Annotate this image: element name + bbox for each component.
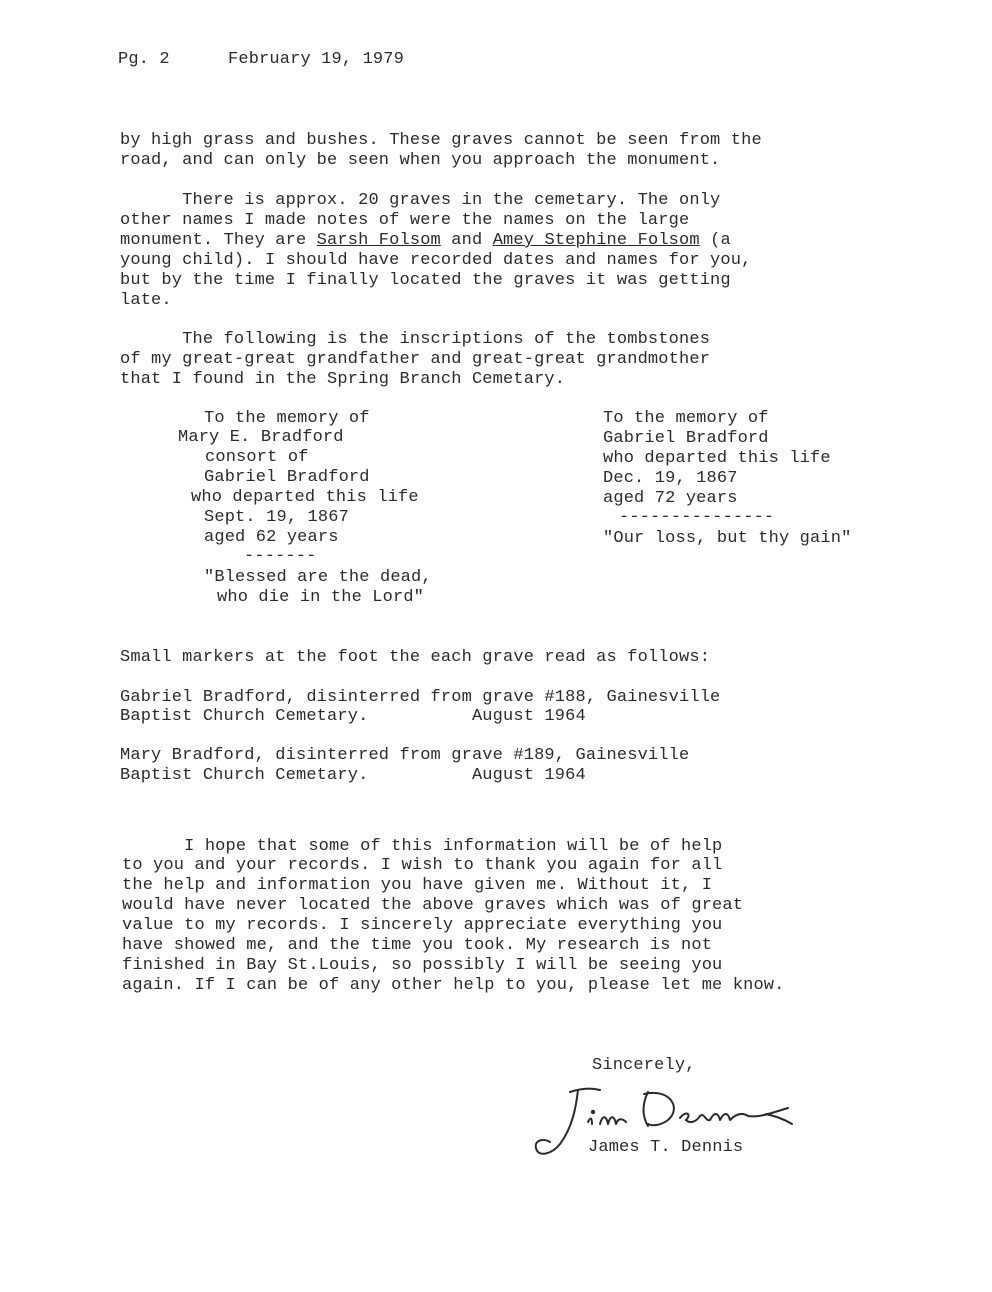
tombstone-left-line: "Blessed are the dead,: [204, 568, 432, 587]
underlined-name-amey: Amey Stephine Folsom: [492, 231, 700, 250]
body-text: monument. They are: [120, 231, 317, 250]
markers-intro: Small markers at the foot the each grave read as follows:: [120, 648, 711, 667]
tombstone-left-line: Mary E. Bradford: [178, 428, 344, 447]
body-line: by high grass and bushes. These graves cannot be seen from the: [120, 131, 762, 150]
tombstone-left-line: Sept. 19, 1867: [204, 508, 349, 527]
tombstone-left-line: aged 62 years: [204, 528, 339, 547]
closing-line: I hope that some of this information will be of help: [122, 837, 723, 856]
tombstone-left-divider: -------: [244, 547, 317, 566]
marker-mary-line: Baptist Church Cemetary. August 1964: [120, 766, 586, 785]
tombstone-right-line: "Our loss, but thy gain": [603, 529, 852, 548]
body-text: (a: [699, 231, 731, 250]
body-line: road, and can only be seen when you approach the monument.: [120, 151, 721, 170]
body-line: of my great-great grandfather and great-great grandmother: [120, 350, 711, 369]
closing-salutation: Sincerely,: [592, 1056, 696, 1075]
body-line: There is approx. 20 graves in the cemetary. The only: [120, 191, 721, 210]
closing-line: have showed me, and the time you took. My research is not: [122, 936, 713, 955]
tombstone-right-line: who departed this life: [603, 449, 831, 468]
body-text: young child).: [120, 251, 255, 270]
tombstone-right-line: Gabriel Bradford: [603, 429, 769, 448]
tombstone-left-line: To the memory of: [204, 409, 370, 428]
closing-line: would have never located the above graves which was of great: [122, 896, 744, 915]
body-line: [120, 231, 731, 251]
body-text: and: [440, 231, 493, 250]
closing-line: to you and your records. I wish to thank you again for all: [122, 856, 723, 875]
closing-line: finished in Bay St.Louis, so possibly I will be seeing you: [122, 956, 723, 975]
body-line: The following is the inscriptions of the tombstones: [120, 330, 711, 349]
tombstone-right-divider: ---------------: [619, 508, 775, 527]
body-line: but by the time I finally located the graves it was getting: [120, 271, 731, 290]
tombstone-right-line: aged 72 years: [603, 489, 738, 508]
tombstone-right-line: To the memory of: [603, 409, 769, 428]
body-text: I should have recorded dates and names for you,: [264, 251, 752, 270]
tombstone-left-line: who departed this life: [191, 488, 419, 507]
marker-gabriel-line: Gabriel Bradford, disinterred from grave #188, Gainesville: [120, 688, 721, 707]
body-line: late.: [120, 291, 172, 310]
signer-name: James T. Dennis: [588, 1138, 744, 1157]
letter-date: February 19, 1979: [228, 50, 404, 69]
tombstone-left-line: who die in the Lord": [217, 588, 425, 607]
body-line: [120, 251, 751, 271]
body-line: that I found in the Spring Branch Cemetary.: [120, 370, 566, 389]
body-line: other names I made notes of were the names on the large: [120, 211, 690, 230]
tombstone-left-line: Gabriel Bradford: [204, 468, 370, 487]
page-number: Pg. 2: [118, 50, 170, 69]
closing-line: the help and information you have given me. Without it, I: [122, 876, 713, 895]
closing-line: again. If I can be of any other help to you, please let me know.: [122, 976, 785, 995]
tombstone-left-line: consort of: [205, 448, 309, 467]
marker-gabriel-line: Baptist Church Cemetary. August 1964: [120, 707, 586, 726]
underlined-name-sarsh: Sarsh Folsom: [316, 231, 441, 250]
tombstone-right-line: Dec. 19, 1867: [603, 469, 738, 488]
closing-line: value to my records. I sincerely appreciate everything you: [122, 916, 723, 935]
marker-mary-line: Mary Bradford, disinterred from grave #189, Gainesville: [120, 746, 690, 765]
